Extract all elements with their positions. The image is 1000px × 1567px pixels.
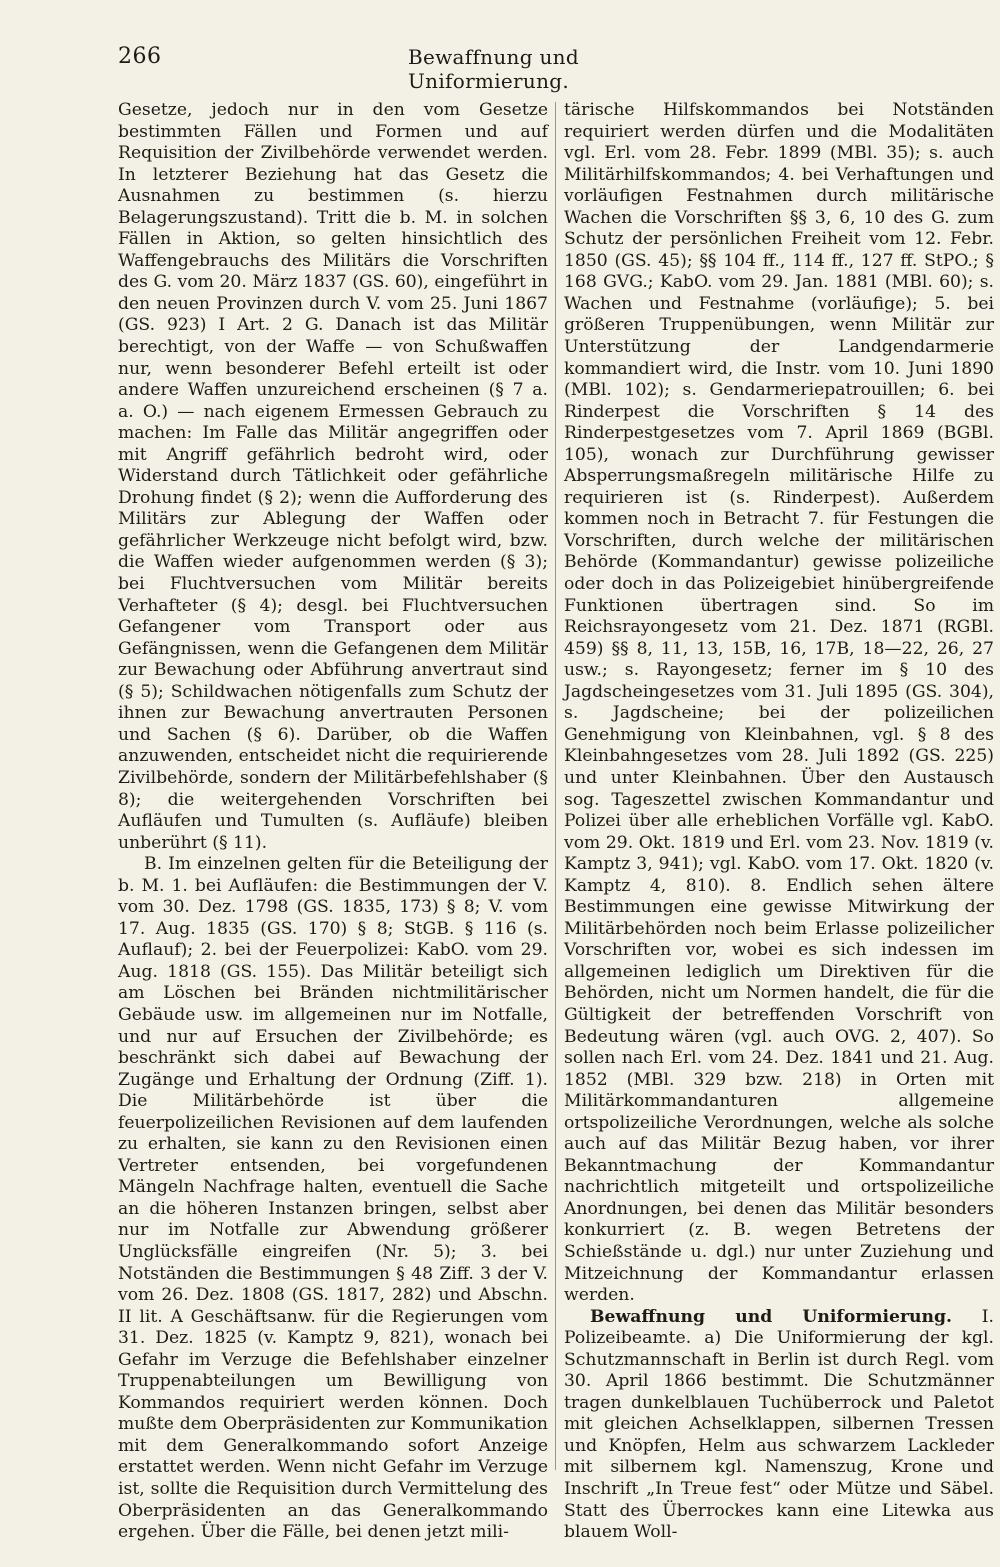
left-column xyxy=(118,100,548,1543)
right-paragraph-1: tärische Hilfskommandos bei Notständen requiriert werden dürfen und die Modalitäten vgl. Erl. vom 28. Febr. 1899 (MBl. 35); s. auch Militärhilfskommandos; 4. bei Verhaftungen und vorläufigen Festnahmen durch militärische Wachen die Vorschriften §§ 3, 6, 10 des G. zum Schutz der persönlichen Freiheit vom 12. Febr. 1850 (GS. 45); §§ 104 ff., 114 ff., 127 ff. StPO.; § 168 GVG.; KabO. vom 29. Jan. 1881 (MBl. 60); s. Wachen und Festnahme (vorläufige); 5. bei größeren Truppenübungen, wenn Militär zur Unterstützung der Landgendarmerie kommandiert wird, die Instr. vom 10. Juni 1890 (MBl. 102); s. Gendarmeriepatrouillen; 6. bei Rinderpest die Vorschriften § 14 des Rinderpestgesetzes vom 7. April 1869 (BGBl. 105), wonach zur Durchführung gewisser Absperrungsmaßregeln militärische Hilfe zu requirieren ist (s. Rinderpest). Außerdem kommen noch in Betracht 7. für Festungen die Vorschriften, durch welche der militärischen Behörde (Kommandantur) gewisse polizeiliche oder doch in das Polizeigebiet hinübergreifende Funktionen übertragen sind. So im Reichsrayongesetz vom 21. Dez. 1871 (RGBl. 459) §§ 8, 11, 13, 15B, 16, 17B, 18—22, 26, 27 usw.; s. Rayongesetz; ferner im § 10 des Jagdscheingesetzes vom 31. Juli 1895 (GS. 304), s. Jagdscheine; bei der polizeilichen Genehmigung von Kleinbahnen, vgl. § 8 des Kleinbahngesetzes vom 28. Juli 1892 (GS. 225) und unter Kleinbahnen. Über den Austausch sog. Tageszettel zwischen Kommandantur und Polizei über alle erheblichen Vorfälle vgl. KabO. vom 29. Okt. 1819 und Erl. vom 23. Nov. 1819 (v. Kamptz 3, 941); vgl. KabO. vom 17. Okt. 1820 (v. Kamptz 4, 810). 8. Endlich sehen ältere Bestimmungen eine gewisse Mitwirkung der Militärbehörden noch beim Erlasse polizeilicher Vorschriften vor, wobei es sich indessen im allgemeinen lediglich um Direktiven für die Behörden, nicht um Normen handelt, die für die Gültigkeit der betreffenden Vorschrift von Bedeutung wären (vgl. auch OVG. 2, 407). So sollen nach Erl. vom 24. Dez. 1841 und 21. Aug. 1852 (MBl. 329 bzw. 218) in Orten mit Militärkommandanturen allgemeine ortspolizeiliche Verordnungen, welche als solche auch auf das Militär Bezug haben, vor ihrer Bekanntmachung der Kommandantur nachrichtlich mitgeteilt und ortspolizeiliche Anordnungen, bei denen das Militär besonders konkurriert (z. B. wegen Betretens der Schießstände u. dgl.) nur unter Zuziehung und Mitzeichnung der Kommandantur erlassen werden. xyxy=(564,100,994,1306)
running-title: Bewaffnung und Uniformierung. xyxy=(408,45,579,93)
page-number: 266 xyxy=(118,44,162,69)
entry-paragraph xyxy=(564,1307,994,1544)
right-column xyxy=(564,100,994,1543)
entry-title: Bewaffnung und Uniformierung. xyxy=(590,1306,953,1327)
left-paragraph-1: Gesetze, jedoch nur in den vom Gesetze bestimmten Fällen und Formen und auf Requisition der Zivilbehörde verwendet werden. In letzterer Beziehung hat das Gesetz die Ausnahmen zu bestimmen (s. hierzu Belagerungszustand). Tritt die b. M. in solchen Fällen in Aktion, so gelten hinsichtlich des Waffengebrauchs des Militärs die Vorschriften des G. vom 20. März 1837 (GS. 60), eingeführt in den neuen Provinzen durch V. vom 25. Juni 1867 (GS. 923) I Art. 2 G. Danach ist das Militär berechtigt, von der Waffe — von Schußwaffen nur, wenn besonderer Befehl erteilt ist oder andere Waffen unzureichend erscheinen (§ 7 a. a. O.) — nach eigenem Ermessen Gebrauch zu machen: Im Falle das Militär angegriffen oder mit Angriff gefährlich bedroht wird, oder Widerstand durch Tätlichkeit oder gefährliche Drohung findet (§ 2); wenn die Aufforderung des Militärs zur Ablegung der Waffen oder gefährlicher Werkzeuge nicht befolgt wird, bzw. die Waffen wieder aufgenommen werden (§ 3); bei Fluchtversuchen vom Militär bereits Verhafteter (§ 4); desgl. bei Fluchtversuchen Gefangener vom Transport oder aus Gefängnissen, wenn die Gefangenen dem Militär zur Bewachung oder Abführung anvertraut sind (§ 5); Schildwachen nötigenfalls zum Schutz der ihnen zur Bewachung anvertrauten Personen und Sachen (§ 6). Darüber, ob die Waffen anzuwenden, entscheidet nicht die requirierende Zivilbehörde, sondern der Militärbefehlshaber (§ 8); die weitergehenden Vorschriften bei Aufläufen und Tumulten (s. Aufläufe) bleiben unberührt (§ 11). xyxy=(118,100,548,853)
column-divider xyxy=(555,102,556,1470)
entry-body: I. Polizeibeamte. a) Die Uniformierung der kgl. Schutzmannschaft in Berlin ist durch Regl. vom 30. April 1866 bestimmt. Die Schutzmänner tragen dunkelblauen Tuchüberrock und Paletot mit gleichen Achselklappen, silbernen Tressen und Knöpfen, Helm aus schwarzem Lackleder mit silbernem kgl. Namenszug, Krone und Inschrift „In Treue fest“ oder Mütze und Säbel. Statt des Überrockes kann eine Litewka aus blauem Woll- xyxy=(564,1306,994,1543)
left-paragraph-2: B. Im einzelnen gelten für die Beteiligung der b. M. 1. bei Aufläufen: die Bestimmungen der V. vom 30. Dez. 1798 (GS. 1835, 173) § 8; V. vom 17. Aug. 1835 (GS. 170) § 8; StGB. § 116 (s. Auflauf); 2. bei der Feuerpolizei: KabO. vom 29. Aug. 1818 (GS. 155). Das Militär beteiligt sich am Löschen bei Bränden nichtmilitärischer Gebäude usw. im allgemeinen nur im Notfalle, und nur auf Ersuchen der Zivilbehörde; es beschränkt sich dabei auf Bewachung der Zugänge und Erhaltung der Ordnung (Ziff. 1). Die Militärbehörde ist über die feuerpolizeilichen Revisionen auf dem laufenden zu erhalten, sie kann zu den Revisionen einen Vertreter entsenden, bei vorgefundenen Mängeln Nachfrage halten, eventuell die Sache an die höheren Instanzen bringen, selbst aber nur im Notfalle zur Abwendung größerer Unglücksfälle eingreifen (Nr. 5); 3. bei Notständen die Bestimmungen § 48 Ziff. 3 der V. vom 26. Dez. 1808 (GS. 1817, 282) und Abschn. II lit. A Geschäftsanw. für die Regierungen vom 31. Dez. 1825 (v. Kamptz 9, 821), wonach bei Gefahr im Verzuge die Befehlshaber einzelner Truppenabteilungen um Bewilligung von Kommandos requiriert werden können. Doch mußte dem Oberpräsidenten zur Kommunikation mit dem Generalkommando sofort Anzeige erstattet werden. Wenn nicht Gefahr im Verzuge ist, sollte die Requisition durch Vermittelung des Oberpräsidenten an das Generalkommando ergehen. Über die Fälle, bei denen jetzt mili- xyxy=(118,854,548,1543)
page-header xyxy=(118,44,710,93)
